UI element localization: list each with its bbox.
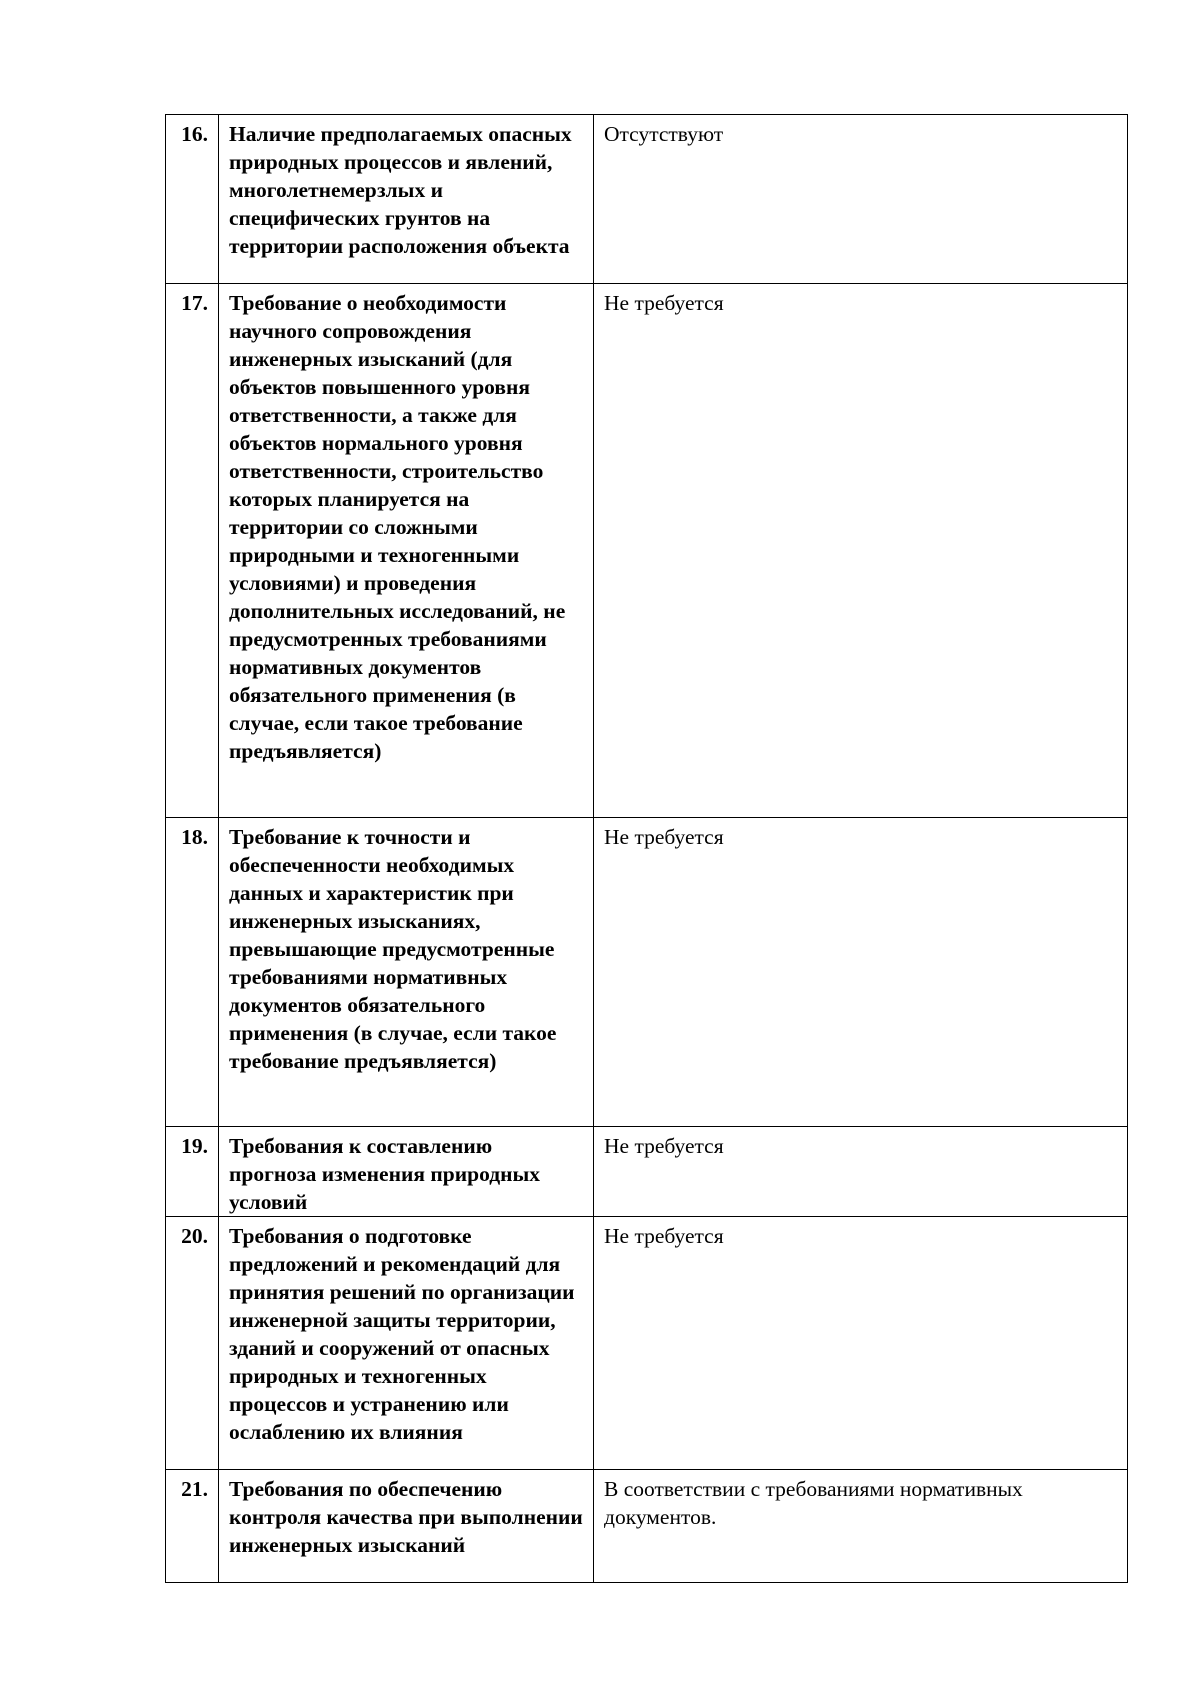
requirement-value: Не требуется	[594, 818, 1128, 1127]
table-row	[166, 284, 1128, 818]
requirement-text: Требование о необходимости научного сопровождения инженерных изысканий (для объектов повышенного уровня ответственности, а также для объектов нормального уровня ответственности, строительство которых планируется на территории со сложными природными и техногенными условиями) и проведения дополнительных исследований, не предусмотренных требованиями нормативных документов обязательного применения (в случае, если такое требование предъявляется)	[219, 284, 594, 818]
row-number: 21.	[166, 1470, 219, 1583]
table-row	[166, 115, 1128, 284]
table-row	[166, 1217, 1128, 1470]
requirement-value: Не требуется	[594, 1127, 1128, 1217]
row-number: 17.	[166, 284, 219, 818]
requirements-table	[165, 114, 1128, 1583]
requirement-text: Требования о подготовке предложений и рекомендаций для принятия решений по организации инженерной защиты территории, зданий и сооружений от опасных природных и техногенных процессов и устранению или ослаблению их влияния	[219, 1217, 594, 1470]
requirement-text: Требования к составлению прогноза изменения природных условий	[219, 1127, 594, 1217]
row-number: 20.	[166, 1217, 219, 1470]
row-number: 18.	[166, 818, 219, 1127]
requirement-text: Требования по обеспечению контроля качества при выполнении инженерных изысканий	[219, 1470, 594, 1583]
table-row	[166, 818, 1128, 1127]
requirement-text: Наличие предполагаемых опасных природных процессов и явлений, многолетнемерзлых и специфических грунтов на территории расположения объекта	[219, 115, 594, 284]
table-row	[166, 1470, 1128, 1583]
row-number: 19.	[166, 1127, 219, 1217]
requirement-text: Требование к точности и обеспеченности необходимых данных и характеристик при инженерных изысканиях, превышающие предусмотренные требованиями нормативных документов обязательного применения (в случае, если такое требование предъявляется)	[219, 818, 594, 1127]
requirement-value: Не требуется	[594, 1217, 1128, 1470]
row-number: 16.	[166, 115, 219, 284]
requirement-value: В соответствии с требованиями нормативных документов.	[594, 1470, 1128, 1583]
requirement-value: Не требуется	[594, 284, 1128, 818]
table-row	[166, 1127, 1128, 1217]
requirement-value: Отсутствуют	[594, 115, 1128, 284]
